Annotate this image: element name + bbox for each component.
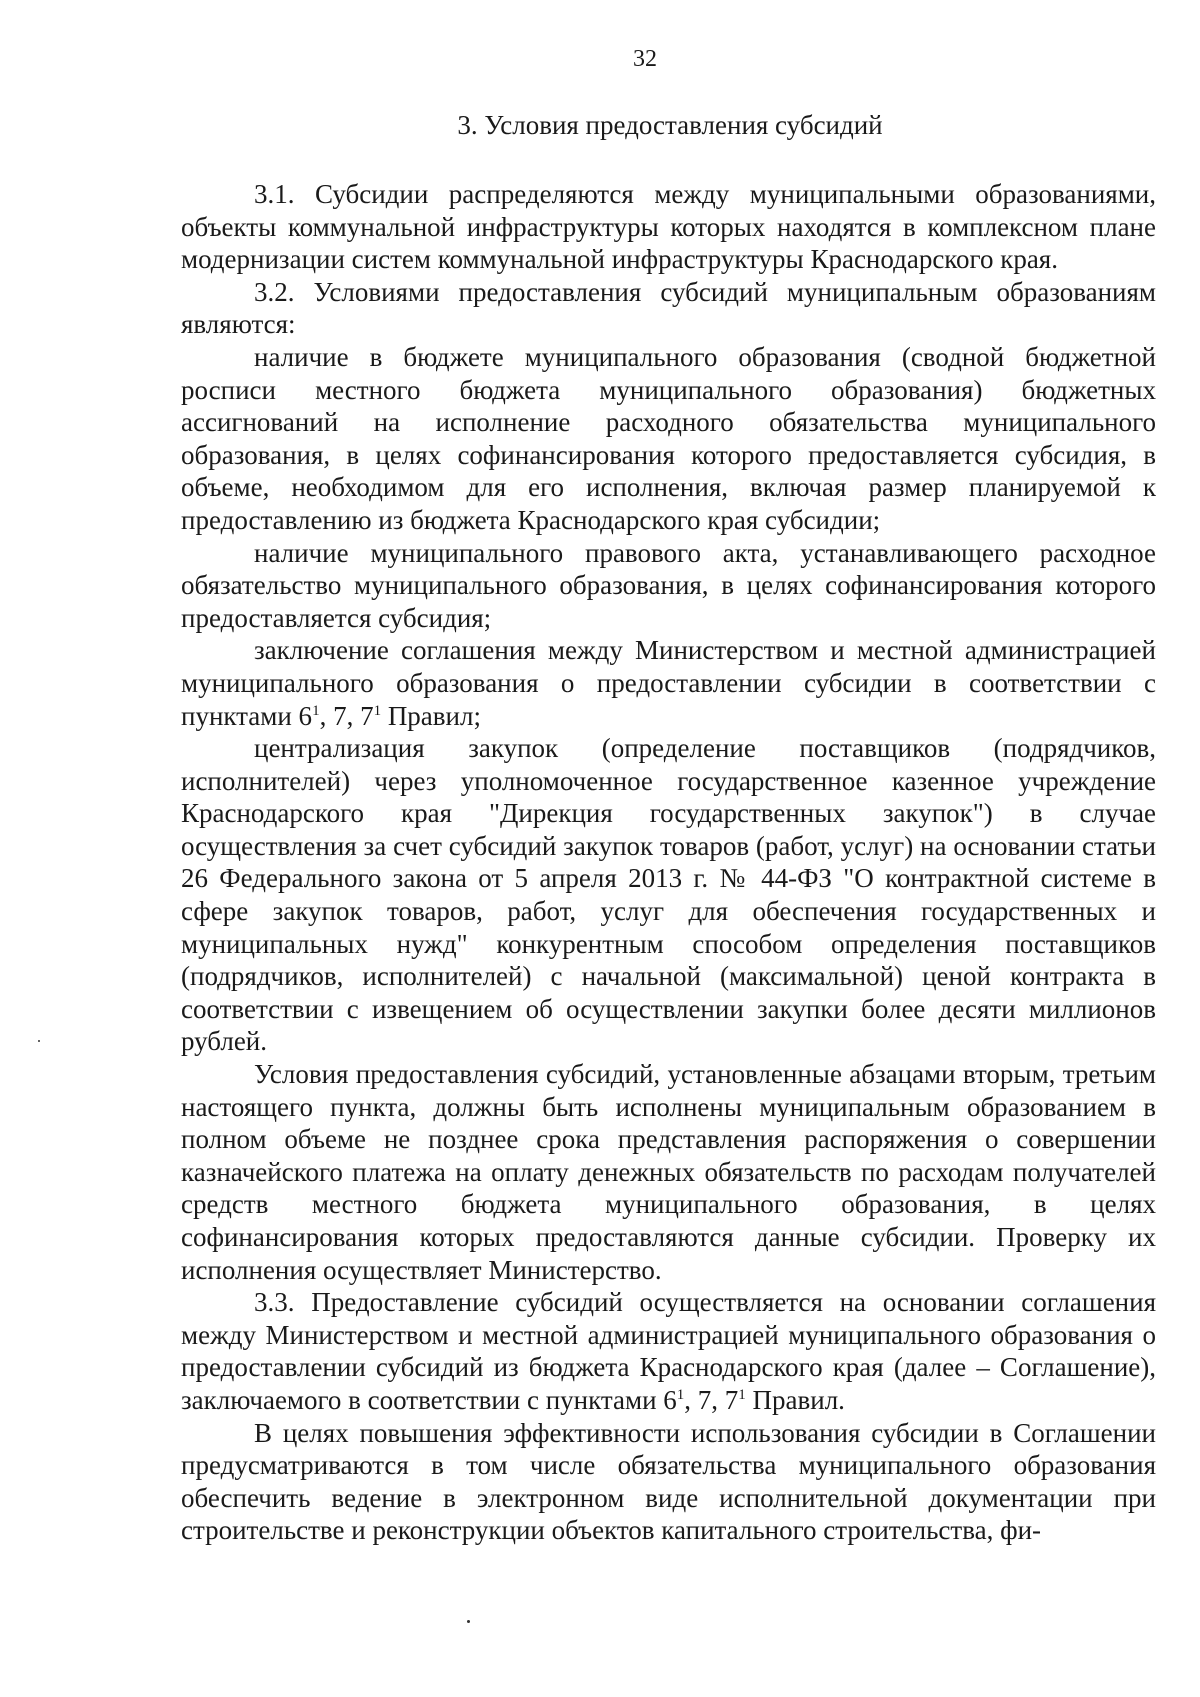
agreement-text-after: Правил; (381, 700, 481, 731)
paragraph-3-3 (181, 1286, 1156, 1416)
agreement-text-middle: , 7, 7 (319, 700, 374, 731)
p33-text-before: 3.3. Предоставление субсидий осуществляется на основании соглашения между Министерством и местной администрацией муниципального образования о предоставлении субсидий из бюджета Краснодарского края (далее – Соглашение), заключаемого в соответствии с пунктами 6 (181, 1287, 1156, 1415)
scan-speck (467, 1620, 470, 1623)
section-title: 3. Условия предоставления субсидий (457, 110, 883, 140)
page-number: 32 (633, 46, 657, 72)
agreement-superscript-2: 1 (373, 702, 382, 719)
p33-superscript-2: 1 (738, 1386, 746, 1403)
agreement-text-before: заключение соглашения между Министерством и местной администрацией муниципального образования о предоставлении субсидии в соответствии с пунктами 6 (181, 635, 1156, 731)
conditions-fulfillment-note: Условия предоставления субсидий, установленные абзацами вторым, третьим настоящего пункта, должны быть исполнены муниципальным образованием в полном объеме не позднее срока представления распоряжения о совершении казначейского платежа на оплату денежных обязательств по расходам получателей средств местного бюджета муниципального образования, в целях софинансирования которых предоставляются данные субсидии. Проверку их исполнения осуществляет Министерство. (181, 1059, 1156, 1285)
p33-text-middle: , 7, 7 (684, 1384, 739, 1415)
condition-agreement (181, 634, 1156, 732)
p33-text-after: Правил. (745, 1384, 845, 1415)
paragraph-3-1: 3.1. Субсидии распределяются между муниципальными образованиями, объекты коммунальной инфраструктуры которых находятся в комплексном плане модернизации систем коммунальной инфраструктуры Краснодарского края. (181, 179, 1156, 275)
condition-budget-allocation: наличие в бюджете муниципального образования (сводной бюджетной росписи местного бюджета муниципального образования) бюджетных ассигнований на исполнение расходного обязательства муниципального образования, в целях софинансирования которого предоставляется субсидия, в объеме, необходимом для его исполнения, включая размер планируемой к предоставлению из бюджета Краснодарского края субсидии; (181, 341, 1156, 535)
p33-superscript-1: 1 (676, 1386, 685, 1403)
condition-legal-act: наличие муниципального правового акта, устанавливающего расходное обязательство муниципального образования, в целях софинансирования которого предоставляется субсидия; (181, 537, 1156, 633)
document-body (181, 178, 1156, 1547)
condition-centralized-procurement: централизация закупок (определение поставщиков (подрядчиков, исполнителей) через уполномоченное государственное казенное учреждение Краснодарского края "Дирекция государственных закупок") в случае осуществления за счет субсидий закупок товаров (работ, услуг) на основании статьи 26 Федерального закона от 5 апреля 2013 г. № 44-ФЗ "О контрактной системе в сфере закупок товаров, работ, услуг для обеспечения государственных и муниципальных нужд" конкурентным способом определения поставщиков (подрядчиков, исполнителей) с начальной (максимальной) ценой контракта в соответствии с извещением об осуществлении закупки более десяти миллионов рублей. (181, 733, 1156, 1057)
paragraph-3-2: 3.2. Условиями предоставления субсидий муниципальным образованиям являются: (181, 276, 1156, 340)
agreement-superscript-1: 1 (312, 702, 320, 719)
efficiency-paragraph: В целях повышения эффективности использования субсидии в Соглашении предусматриваются в том числе обязательства муниципального образования обеспечить ведение в электронном виде исполнительной документации при строительстве и реконструкции объектов капитального строительства, фи- (181, 1417, 1156, 1546)
scan-speck (38, 1040, 40, 1042)
